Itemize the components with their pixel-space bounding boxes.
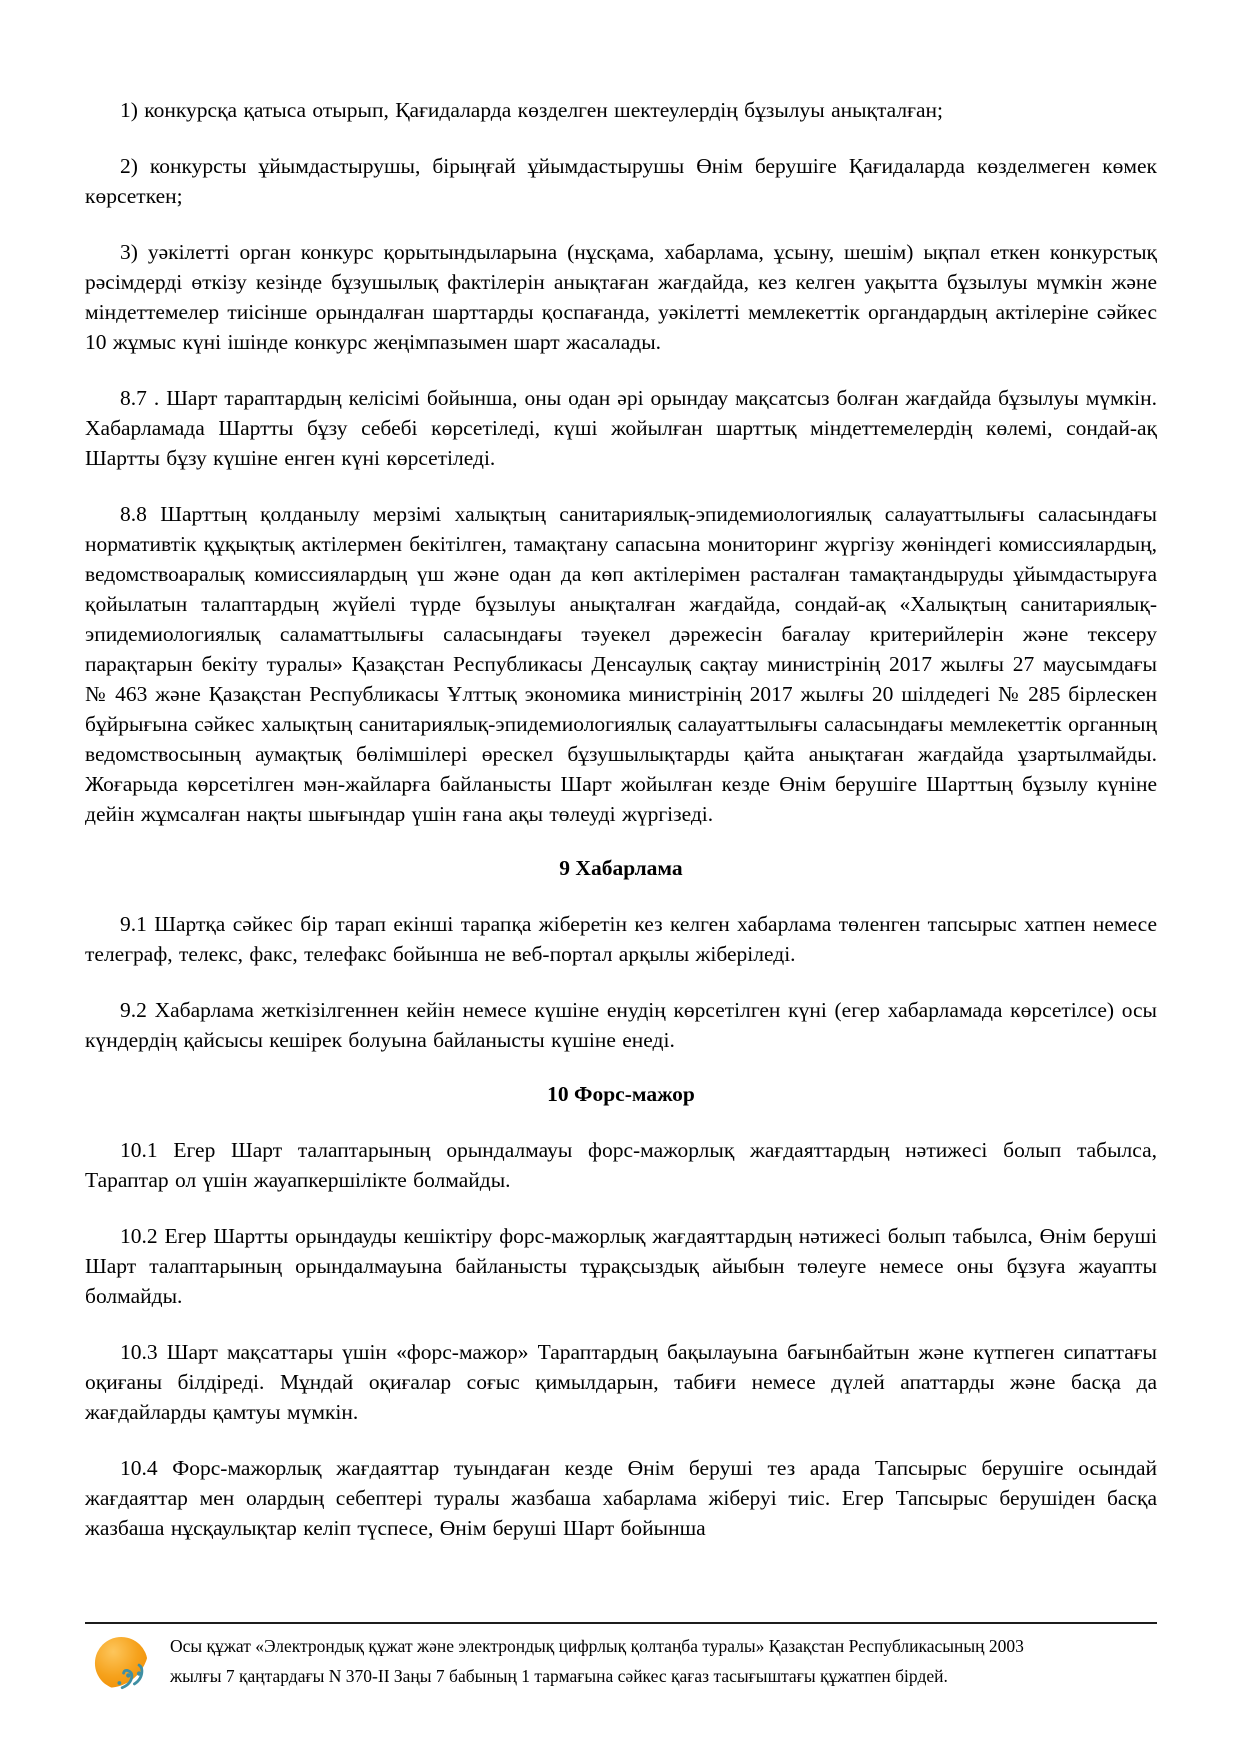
section-heading-10: 10 Форс-мажор [547,1082,695,1106]
list-item-3: 3) уәкілетті орган конкурс қорытындыларына (нұсқама, хабарлама, ұсыну, шешім) ықпал еткен конкурстық рәсімдерді өткізу кезінде бұзушылық фактілерін анықтаған жағдайда, кез келген уақытта бұзылуы мүмкін және міндеттемелер тиісінше орындалған шарттарды қоспағанда, уәкілетті мемлекеттік органдардың актілеріне сәйкес 10 жұмыс күні ішінде конкурс жеңімпазымен шарт жасалады. [85,240,1157,354]
document-body [85,69,1157,1543]
clause-8-8: 8.8 Шарттың қолданылу мерзімі халықтың санитариялық-эпидемиологиялық салауаттылығы саласындағы нормативтік құқықтық актілермен бекітілген, тамақтану сапасына мониторинг жүргізу жөніндегі комиссиялардың, ведомствоаралық комиссиялардың үш және одан да көп актілерімен расталған тамақтандыруды ұйымдастыруға қойылатын талаптардың жүйелі түрде бұзылуы анықталған жағдайда, сондай-ақ «Халықтың санитариялық-эпидемиологиялық саламаттылығы саласындағы тәуекел дәрежесін бағалау критерийлерін және тексеру парақтарын бекіту туралы» Қазақстан Республикасы Денсаулық сақтау министрінің 2017 жылғы 27 маусымдағы № 463 және Қазақстан Республикасы Ұлттық экономика министрінің 2017 жылғы 20 шілдедегі № 285 бірлескен бұйрығына сәйкес халықтың санитариялық-эпидемиологиялық салауаттылығы саласындағы мемлекеттік органның ведомствосының аумақтық бөлімшілері өрескел бұзушылықтарды қайта анықтаған жағдайда ұзартылмайды. Жоғарыда көрсетілген мән-жайларға байланысты Шарт жойылған кезде Өнім берушіге Шарттың бұзылу күніне дейін жұмсалған нақты шығындар үшін ғана ақы төлеуді жүргізеді. [85,502,1157,826]
egov-stamp-icon [94,1634,156,1700]
clause-10-2: 10.2 Егер Шартты орындауды кешіктіру форс-мажорлық жағдаяттардың нәтижесі болып табылса, Өнім беруші Шарт талаптарының орындалмауына байланысты тұрақсыздық айыбын төлеуге немесе оны бұзуға жауапты болмайды. [85,1224,1157,1308]
footer-note: Осы құжат «Электрондық құжат және электрондық цифрлық қолтаңба туралы» Қазақстан Республикасының 2003 жылғы 7 қаңтардағы N 370-II Заңы 7 бабының 1 тармағына сәйкес қағаз тасығыштағы құжатпен бірдей. [170,1636,1024,1686]
clause-10-3: 10.3 Шарт мақсаттары үшін «форс-мажор» Тараптардың бақылауына бағынбайтын және күтпеген сипаттағы оқиғаны білдіреді. Мұндай оқиғалар соғыс қимылдарын, табиғи немесе дүлей апаттарды және басқа да жағдайларды қамтуы мүмкін. [85,1340,1157,1424]
clause-9-2: 9.2 Хабарлама жеткізілгеннен кейін немесе күшіне енудің көрсетілген күні (егер хабарламада көрсетілсе) осы күндердің қайсысы кешірек болуына байланысты күшіне енеді. [85,998,1157,1052]
footer [85,1622,1157,1700]
list-item-2: 2) конкурсты ұйымдастырушы, бірыңғай ұйымдастырушы Өнім берушіге Қағидаларда көзделмеген көмек көрсеткен; [85,154,1157,208]
list-item-1: 1) конкурсқа қатыса отырып, Қағидаларда көзделген шектеулердің бұзылуы анықталған; [120,98,943,122]
clause-10-1: 10.1 Егер Шарт талаптарының орындалмауы форс-мажорлық жағдаяттардың нәтижесі болып табылса, Тараптар ол үшін жауапкершілікте болмайды. [85,1138,1157,1192]
clause-10-4: 10.4 Форс-мажорлық жағдаяттар туындаған кезде Өнім беруші тез арада Тапсырыс берушіге осындай жағдаяттар мен олардың себептері туралы жазбаша хабарлама жіберуі тиіс. Егер Тапсырыс берушіден басқа жазбаша нұсқаулықтар келіп түспесе, Өнім беруші Шарт бойынша [85,1456,1157,1540]
clause-8-7: 8.7 . Шарт тараптардың келісімі бойынша, оны одан әрі орындау мақсатсыз болған жағдайда бұзылуы мүмкін. Хабарламада Шартты бұзу себебі көрсетіледі, күші жойылған шарттық міндеттемелердің көлемі, сондай-ақ Шартты бұзу күшіне енген күні көрсетіледі. [85,386,1157,470]
clause-9-1: 9.1 Шартқа сәйкес бір тарап екінші тарапқа жіберетін кез келген хабарлама төленген тапсырыс хатпен немесе телеграф, телекс, факс, телефакс бойынша не веб-портал арқылы жіберіледі. [85,912,1157,966]
section-heading-9: 9 Хабарлама [559,856,683,880]
